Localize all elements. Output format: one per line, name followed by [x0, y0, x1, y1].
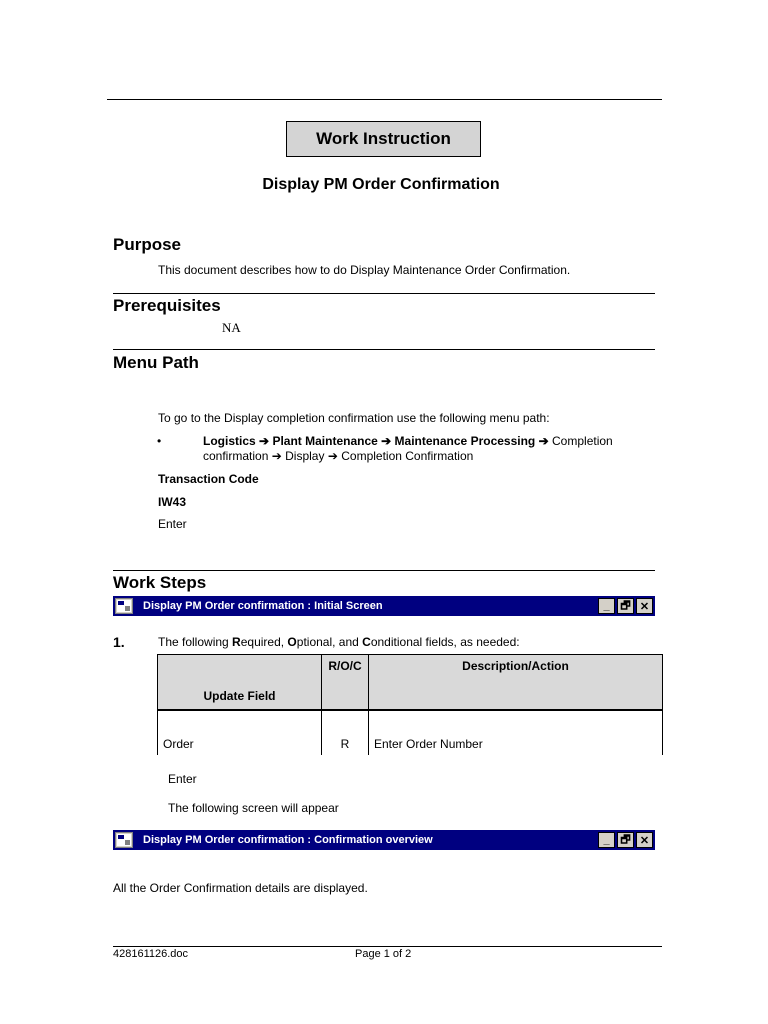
tcode-value: IW43 [158, 495, 187, 509]
fields-table [157, 654, 663, 755]
cell-roc: R [322, 711, 369, 755]
enter-text: Enter [158, 517, 187, 531]
purpose-heading: Purpose [113, 235, 182, 254]
step-text [158, 635, 520, 649]
window-title: Display PM Order confirmation : Confirmation overview [143, 834, 433, 846]
header-desc [369, 655, 663, 710]
arrow-icon: ➔ [327, 449, 338, 463]
section-rule [113, 293, 655, 294]
footer-filename: 428161126.doc [113, 948, 189, 960]
restore-icon[interactable]: 🗗 [617, 832, 634, 848]
path-maintenance-processing: Maintenance Processing [394, 434, 536, 448]
table-header-row [158, 655, 663, 710]
path-confirmation: confirmation [203, 449, 269, 463]
arrow-icon: ➔ [538, 434, 549, 448]
sap-window-titlebar-overview [113, 830, 655, 850]
step-text-r: R [232, 635, 241, 649]
header-update-field [158, 655, 322, 710]
enter-text-2: Enter [168, 772, 197, 786]
closing-text: All the Order Confirmation details are displayed. [113, 881, 368, 895]
section-rule [113, 349, 655, 350]
step-text-c: C [362, 635, 371, 649]
header-desc-label: Description/Action [462, 659, 569, 673]
prerequisites-text: NA [222, 320, 241, 335]
path-logistics: Logistics [203, 434, 256, 448]
step-text-o: O [287, 635, 297, 649]
work-steps-heading: Work Steps [113, 573, 207, 592]
minimize-icon[interactable]: _ [598, 832, 615, 848]
work-instruction-label: Work Instruction [316, 129, 451, 148]
tcode-label: Transaction Code [158, 472, 259, 486]
header-roc-label: R/O/C [328, 659, 362, 673]
prerequisites-heading: Prerequisites [113, 296, 221, 315]
purpose-text: This document describes how to do Display Maintenance Order Confirmation. [158, 263, 571, 277]
path-completion: Completion [552, 434, 613, 448]
sap-system-icon[interactable] [115, 832, 133, 848]
window-title: Display PM Order confirmation : Initial Screen [143, 600, 383, 612]
sap-system-icon[interactable] [115, 598, 133, 614]
step-number: 1. [113, 634, 125, 650]
following-screen-text: The following screen will appear [168, 801, 339, 815]
path-completion-confirmation: Completion Confirmation [341, 449, 474, 463]
arrow-icon: ➔ [259, 434, 270, 448]
close-icon[interactable]: ✕ [636, 598, 653, 614]
table-row [158, 711, 663, 755]
section-rule [113, 570, 655, 571]
arrow-icon: ➔ [381, 434, 392, 448]
arrow-icon: ➔ [271, 449, 282, 463]
header-roc [322, 655, 369, 710]
sap-window-titlebar-initial [113, 596, 655, 616]
path-display: Display [285, 449, 325, 463]
step-text-part: ptional, and [296, 635, 363, 649]
bullet: • [157, 434, 162, 448]
close-icon[interactable]: ✕ [636, 832, 653, 848]
cell-update-field: Order [158, 711, 322, 755]
header-update-field-label: Update Field [203, 689, 276, 703]
header-rule [107, 99, 662, 100]
path-plant-maintenance: Plant Maintenance [272, 434, 378, 448]
menu-path-intro: To go to the Display completion confirmation use the following menu path: [158, 411, 550, 425]
step-text-part: The following [158, 635, 233, 649]
work-instruction-box [286, 121, 481, 157]
minimize-icon[interactable]: _ [598, 598, 615, 614]
step-text-part: onditional fields, as needed: [370, 635, 520, 649]
step-text-part: equired, [240, 635, 288, 649]
menu-path-heading: Menu Path [113, 353, 199, 372]
footer-rule [113, 946, 662, 947]
cell-desc: Enter Order Number [369, 711, 663, 755]
restore-icon[interactable]: 🗗 [617, 598, 634, 614]
document-title: Display PM Order Confirmation [262, 176, 500, 193]
footer-page: Page 1 of 2 [355, 948, 412, 960]
